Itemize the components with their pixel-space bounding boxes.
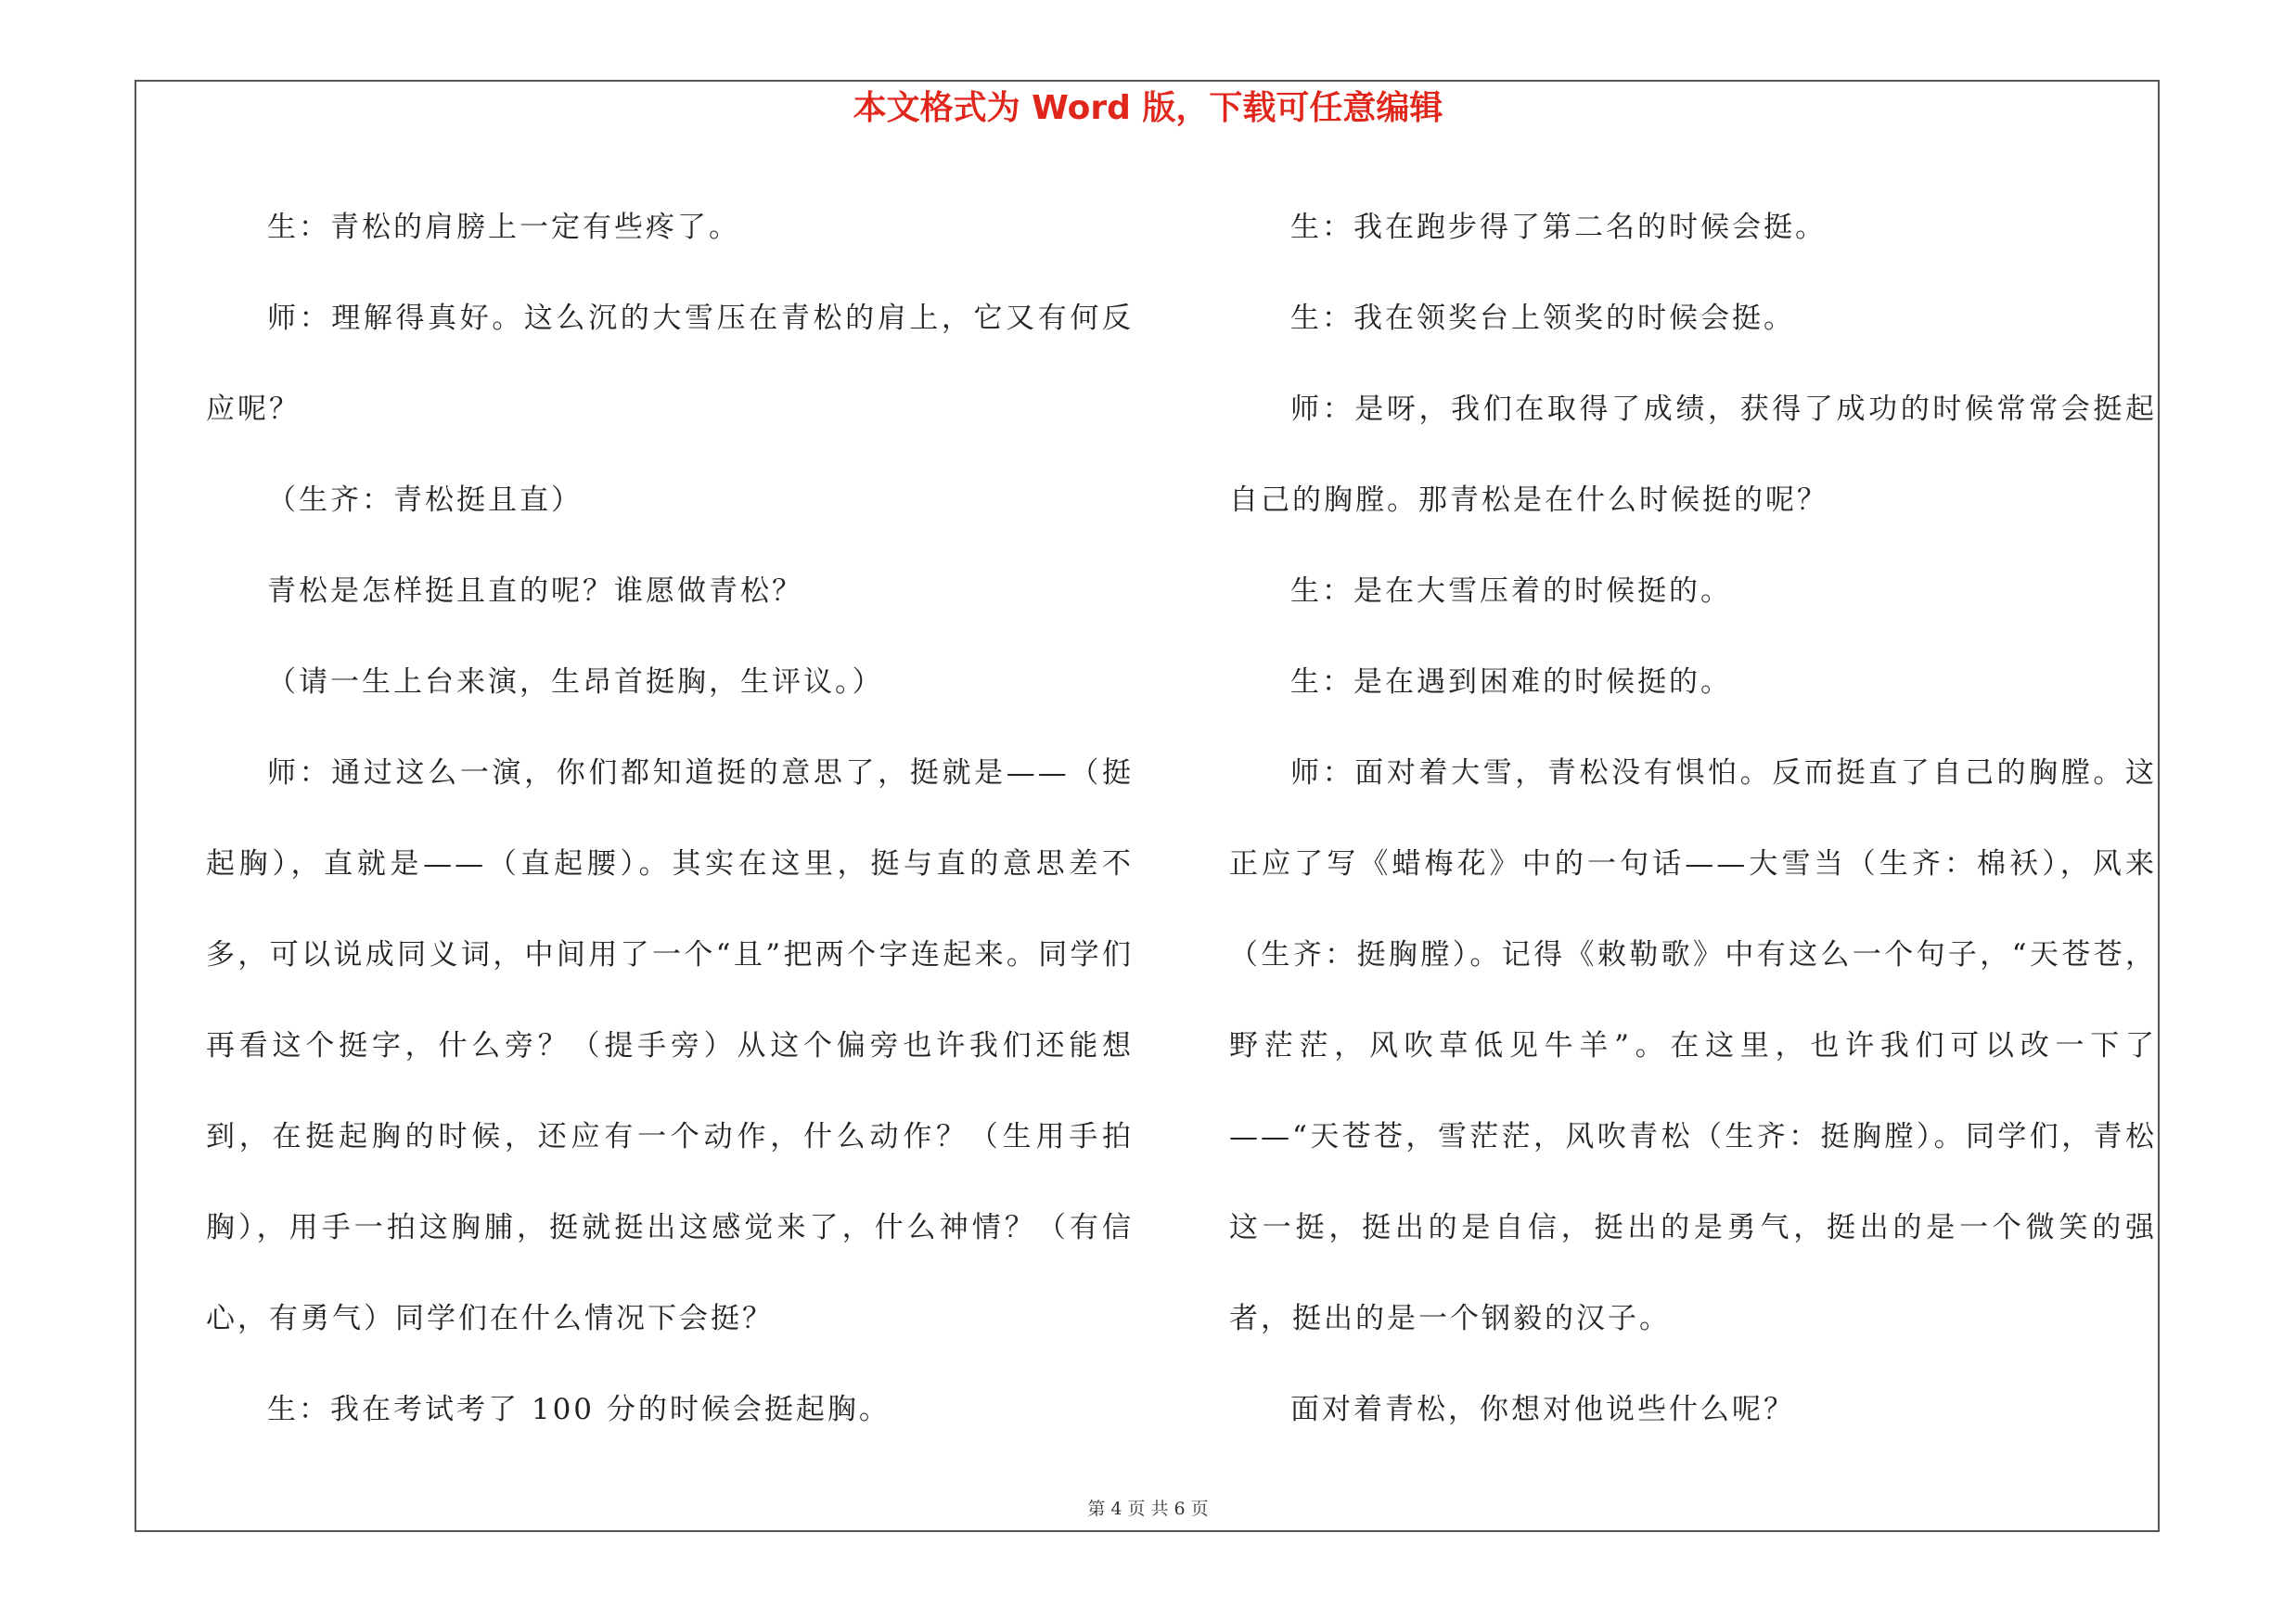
paragraph: 面对着青松，你想对他说些什么呢？	[1290, 1393, 1795, 1426]
paragraph: 生：我在考试考了 100 分的时候会挺起胸。	[267, 1393, 891, 1426]
paragraph: 生：我在跑步得了第二名的时候会挺。	[1290, 211, 1827, 244]
paragraph: （生齐：青松挺且直）	[267, 483, 583, 517]
paragraph: 生：青松的肩膀上一定有些疼了。	[267, 211, 740, 244]
paragraph: 师：通过这么一演，你们都知道挺的意思了，挺就是——（挺起胸），直就是——（直起腰）。其实在这里，挺与直的意思差不多，可以说成同义词，中间用了一个“且”把两个字连起来。同学们再看这个挺字，什么旁？（提手旁）从这个偏旁也许我们还能想到，在挺起胸的时候，还应有一个动作，什么动作？（生用手拍胸），用手一拍这胸脯，挺就挺出这感觉来了，什么神情？（有信心，有勇气）同学们在什么情况下会挺？	[206, 756, 1134, 1335]
paragraph: 生：我在领奖台上领奖的时候会挺。	[1290, 302, 1795, 335]
paragraph: 生：是在遇到困难的时候挺的。	[1290, 665, 1732, 699]
paragraph: 师：理解得真好。这么沉的大雪压在青松的肩上，它又有何反应呢？	[206, 302, 1134, 426]
page-number: 第 4 页 共 6 页	[1087, 1499, 1209, 1519]
paragraph: （请一生上台来演，生昂首挺胸，生评议。）	[267, 665, 884, 699]
paragraph: 生：是在大雪压着的时候挺的。	[1290, 574, 1732, 608]
paragraph: 师：面对着大雪，青松没有惧怕。反而挺直了自己的胸膛。这正应了写《蜡梅花》中的一句话——大雪当（生齐：棉袄），风来（生齐：挺胸膛）。记得《敕勒歌》中有这么一个句子，“天苍苍，野茫茫，风吹草低见牛羊”。在这里，也许我们可以改一下了——“天苍苍，雪茫茫，风吹青松（生齐：挺胸膛）。同学们，青松这一挺，挺出的是自信，挺出的是勇气，挺出的是一个微笑的强者，挺出的是一个钢毅的汉子。	[1229, 756, 2157, 1335]
paragraph: 师：是呀，我们在取得了成绩，获得了成功的时候常常会挺起自己的胸膛。那青松是在什么时候挺的呢？	[1229, 393, 2157, 517]
paragraph: 青松是怎样挺且直的呢？谁愿做青松？	[267, 574, 803, 608]
left-column	[206, 182, 1134, 1455]
document-header: 本文格式为 Word 版，下载可任意编辑	[853, 89, 1443, 127]
right-column	[1229, 182, 2157, 1455]
